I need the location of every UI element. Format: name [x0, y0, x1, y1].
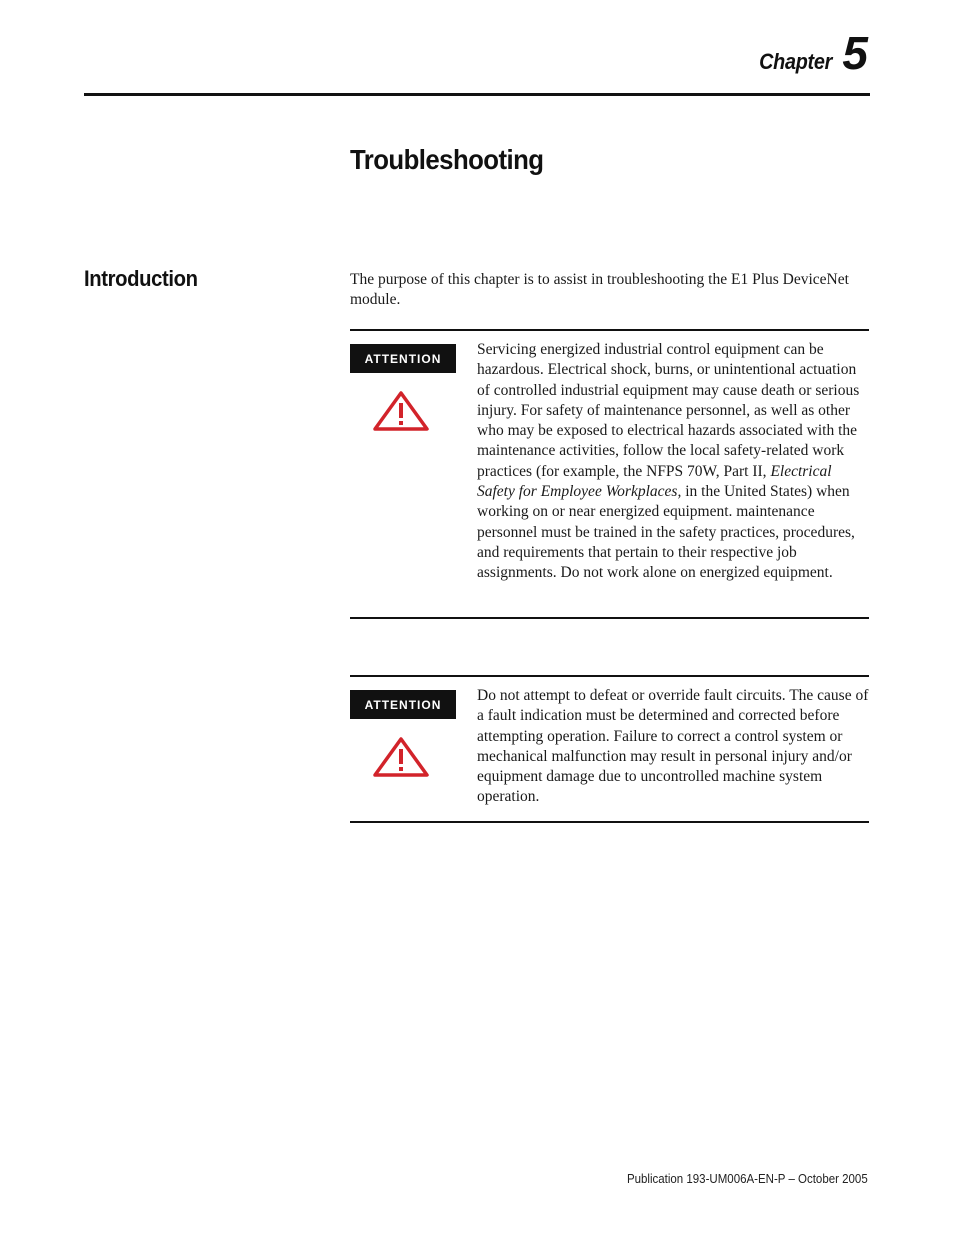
attention-text-part: Servicing energized industrial control equipment can be hazardous. Electrical shock, burns, or unintentional actuation of controlled industrial equipment may cause death or serious injury. For safety of maintenance personnel, as well as other who may be exposed to electrical hazards associated with the maintenance activities, follow the local safety-related work practices (for example, the NFPS 70W, Part II,	[477, 341, 860, 480]
intro-paragraph: The purpose of this chapter is to assist in troubleshooting the E1 Plus DeviceNet module.	[350, 271, 849, 309]
attention-text-italic: Electrical Safety for Employee Workplaces,	[477, 462, 832, 501]
attention-text-part: in the United States) when working on or near energized equipment. maintenance personnel must be trained in the safety practices, procedures, and requirements that pertain to their respective job assignments. Do not work alone on energized equipment.	[477, 483, 855, 582]
chapter-header	[751, 27, 868, 79]
warning-triangle-icon	[373, 391, 429, 431]
publication-footer: Publication 193-UM006A-EN-P – October 2005	[627, 1172, 868, 1186]
attention-box-2	[350, 675, 869, 823]
attention-text	[477, 340, 869, 584]
chapter-number: 5	[842, 27, 868, 79]
attention-box-1	[350, 329, 869, 619]
page-title: Troubleshooting	[350, 144, 544, 175]
warning-triangle-icon	[373, 737, 429, 777]
attention-text: Do not attempt to defeat or override fault circuits. The cause of a fault indication must be determined and corrected before attempting operation. Failure to correct a control system or mechanical malfunction may result in personal injury and/or equipment damage due to uncontrolled machine system operation.	[477, 687, 869, 806]
chapter-label: Chapter	[759, 49, 833, 74]
attention-label: ATTENTION	[350, 690, 456, 719]
section-heading: Introduction	[84, 266, 198, 291]
header-rule	[84, 93, 870, 96]
attention-label: ATTENTION	[350, 344, 456, 373]
